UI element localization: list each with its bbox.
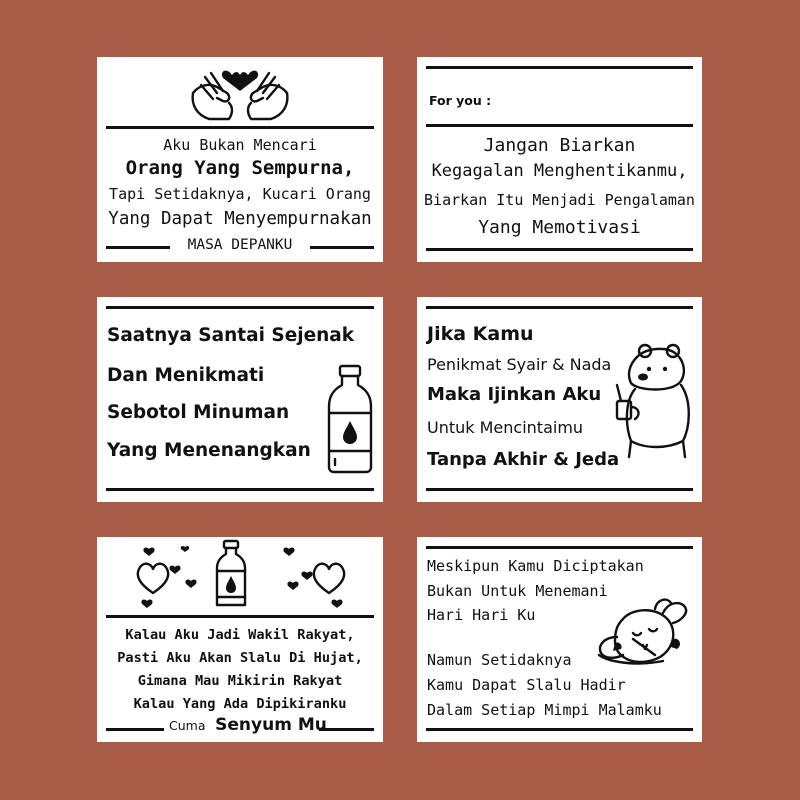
card-5-footer-small: Cuma [169, 718, 206, 733]
quote-card-3 [97, 297, 383, 502]
card-6-line-3: Hari Hari Ku [427, 606, 536, 624]
card-2-line-4: Yang Memotivasi [478, 217, 641, 238]
quote-card-5 [97, 537, 383, 742]
card-3-line-4: Yang Menenangkan [107, 440, 311, 461]
card-2-line-2: Kegagalan Menghentikanmu, [431, 161, 688, 181]
quote-card-4 [417, 297, 702, 502]
card-3-line-3: Sebotol Minuman [107, 402, 290, 423]
card-5-line-2: Pasti Aku Akan Slalu Di Hujat, [117, 650, 363, 666]
quote-card-1 [97, 57, 383, 262]
card-2-header: For you : [429, 93, 492, 108]
card-1-footer: MASA DEPANKU [187, 237, 293, 253]
card-3-line-1: Saatnya Santai Sejenak [107, 325, 355, 346]
card-2-line-1: Jangan Biarkan [483, 135, 636, 156]
card-3-line-2: Dan Menikmati [107, 365, 265, 386]
hearts-and-bottle-icon [131, 539, 351, 611]
card-5-line-4: Kalau Yang Ada Dipikiranku [133, 696, 347, 712]
quote-card-6 [417, 537, 702, 742]
card-5-footer [169, 715, 327, 735]
card-2-line-3: Biarkan Itu Menjadi Pengalaman [424, 191, 695, 209]
card-5-line-1: Kalau Aku Jadi Wakil Rakyat, [125, 627, 355, 643]
hands-heart-icon [187, 63, 293, 125]
card-1-line-4: Yang Dapat Menyempurnakan [108, 209, 372, 229]
card-4-line-2: Penikmat Syair & Nada [427, 355, 612, 374]
sleeping-bunny-icon [593, 599, 693, 669]
card-4-line-1: Jika Kamu [427, 323, 534, 345]
card-6-line-6: Dalam Setiap Mimpi Malamku [427, 701, 662, 719]
card-5-line-3: Gimana Mau Mikirin Rakyat [137, 673, 343, 689]
bear-with-drink-icon [615, 341, 695, 461]
quote-card-2 [417, 57, 702, 262]
card-5-footer-big: Senyum Mu [215, 715, 327, 735]
card-4-line-3: Maka Ijinkan Aku [427, 384, 602, 405]
card-1-line-1: Aku Bukan Mencari [163, 136, 317, 154]
card-6-line-1: Meskipun Kamu Diciptakan [427, 557, 644, 575]
card-4-line-5: Tanpa Akhir & Jeda [427, 449, 620, 470]
card-4-line-4: Untuk Mencintaimu [427, 418, 584, 437]
card-1-line-3: Tapi Setidaknya, Kucari Orang [109, 185, 371, 203]
card-6-line-5: Kamu Dapat Slalu Hadir [427, 676, 626, 694]
card-6-line-2: Bukan Untuk Menemani [427, 582, 608, 600]
bottle-icon [325, 363, 375, 475]
card-6-line-4: Namun Setidaknya [427, 651, 572, 669]
card-1-line-2: Orang Yang Sempurna, [125, 157, 355, 179]
